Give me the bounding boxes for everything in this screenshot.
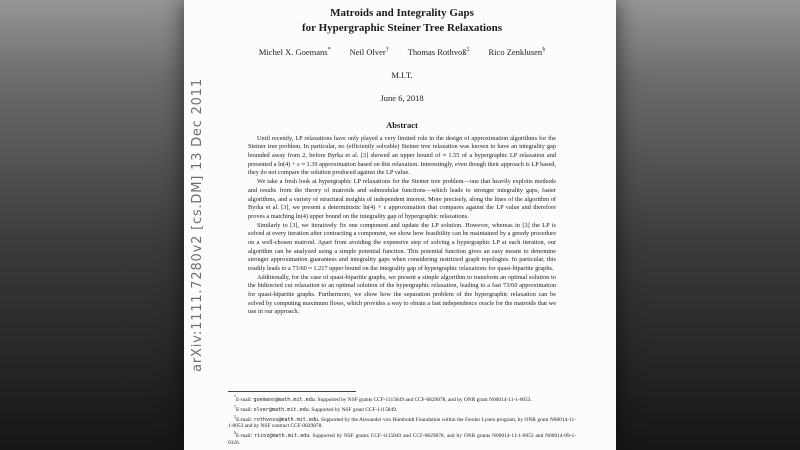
paper-content xyxy=(228,6,576,317)
footnotes-block xyxy=(228,391,576,447)
footnote-separator-rule xyxy=(228,391,356,392)
author-olver xyxy=(350,47,389,57)
footnote-email: rothvoss@math.mit.edu xyxy=(253,416,319,423)
author-name: Thomas Rothvoß xyxy=(407,46,467,57)
footnote-email-label: E-mail: xyxy=(236,406,254,413)
footnote-text: . Supported by NSF grant CCF-1115849. xyxy=(308,406,398,413)
footnote-marker: § xyxy=(234,430,236,436)
abstract-paragraph-2: We take a fresh look at hypergraphic LP relaxations for the Steiner tree problem—one that heavily exploits methods and results from the theory of matroids and submodular functions—which leads to stronger integrality gaps, faster algorithms, and a variety of structural insights of independent interest. More precisely, along the lines of the algorithm of Byrka et al. [3], we present a deterministic ln(4) + ε approximation that compares against the LP value and therefore proves a matching ln(4) upper bound on the integrality gap of hypergraphic relaxations. xyxy=(248,178,556,220)
paper-date: June 6, 2018 xyxy=(380,92,424,103)
footnote-text: . Supported by NSF grants CCF-1115849 and CCF-0829878, and by ONR grant N00014-11-1-0053. xyxy=(314,397,532,404)
footnote-zenklusen xyxy=(228,430,576,447)
footnote-email: goemans@math.mit.edu xyxy=(253,397,315,404)
paper-title xyxy=(228,6,576,36)
author-name: Michel X. Goemans xyxy=(258,46,328,57)
author-name: Neil Olver xyxy=(349,46,386,57)
footnote-goemans xyxy=(228,394,576,404)
footnote-rothvoss xyxy=(228,414,576,431)
paper-title-line2: for Hypergraphic Steiner Tree Relaxations xyxy=(301,21,502,34)
authors-row xyxy=(228,47,576,57)
author-zenklusen xyxy=(489,47,546,57)
author-goemans xyxy=(259,47,331,57)
abstract-paragraph-3: Similarly to [3], we iteratively fix one component and update the LP solution. However, whereas in [3] the LP is solved at every iteration after contracting a component, we show how feasibility can be maintained by a greedy procedure on a well-chosen matroid. Apart from avoiding the expensive step of solving a hypergraphic LP at each iteration, our algorithm can be analyzed using a simple potential function. This potential function gives an easy means to determine stronger approximation guarantees and integrality gaps when considering restricted graph topologies. In particular, this readily leads to a 73/60 ≈ 1.217 upper bound on the integrality gap of hypergraphic relaxations for quasi-bipartite graphs. xyxy=(248,221,556,272)
author-footnote-mark: * xyxy=(327,46,331,53)
affiliation: M.I.T. xyxy=(391,69,413,80)
footnote-email: olver@math.mit.edu xyxy=(253,406,309,413)
abstract-heading: Abstract xyxy=(386,119,418,130)
arxiv-watermark: arXiv:1111.7280v2 [cs.DM] 13 Dec 2011 xyxy=(190,78,205,372)
footnote-marker: * xyxy=(234,394,236,400)
author-name: Rico Zenklusen xyxy=(488,46,543,57)
footnote-email: ricoz@math.mit.edu xyxy=(254,433,310,440)
footnote-text: . Supported by the Alexander von Humboldt Foundation within the Feodor Lynen program, by ONR grant N00014-11-1-0053 and by NSF contract CCF-0829878. xyxy=(228,416,577,430)
footnote-email-label: E-mail: xyxy=(236,416,254,423)
author-footnote-mark: † xyxy=(385,46,389,53)
footnote-marker: † xyxy=(234,404,236,410)
footnote-marker: ‡ xyxy=(234,413,237,419)
footnote-olver xyxy=(228,404,576,414)
abstract-paragraph-4: Additionally, for the case of quasi-bipartite graphs, we present a simple algorithm to transform an optimal solution to the bidirected cut relaxation to an optimal solution of the hypergraphic relaxation, leading to a fast 73/60 approximation for quasi-bipartite graphs. Furthermore, we show how the separation problem of the hypergraphic relaxation can be solved by computing maximum flows, which provides a way to obtain a fast independence oracle for the matroids that we use in our approach. xyxy=(248,273,556,316)
abstract-body xyxy=(248,135,556,317)
footnote-email-label: E-mail: xyxy=(236,433,255,440)
author-footnote-mark: ‡ xyxy=(466,46,470,53)
footnote-email-label: E-mail: xyxy=(236,397,254,404)
paper-title-line1: Matroids and Integrality Gaps xyxy=(330,7,474,19)
author-footnote-mark: § xyxy=(542,46,546,53)
author-rothvoss xyxy=(408,47,470,57)
footnote-text: . Supported by NSF grants CCF-1115849 and CCF-0829878, and by ONR grants N00014-11-1-0053 and N00014-09-1-0326. xyxy=(228,433,577,447)
paper-page xyxy=(184,0,616,450)
abstract-paragraph-1: Until recently, LP relaxations have only played a very limited role in the design of approximation algorithms for the Steiner tree problem. In particular, no (efficiently solvable) Steiner tree relaxation was known to have an integrality gap bounded away from 2, before Byrka et al. [3] showed an upper bound of ≈ 1.55 of a hypergraphic LP relaxation and presented a ln(4) + ε ≈ 1.39 approximation based on this relaxation. Interestingly, even though their approach is LP based, they do not compare the solution produced against the LP value. xyxy=(248,134,556,177)
